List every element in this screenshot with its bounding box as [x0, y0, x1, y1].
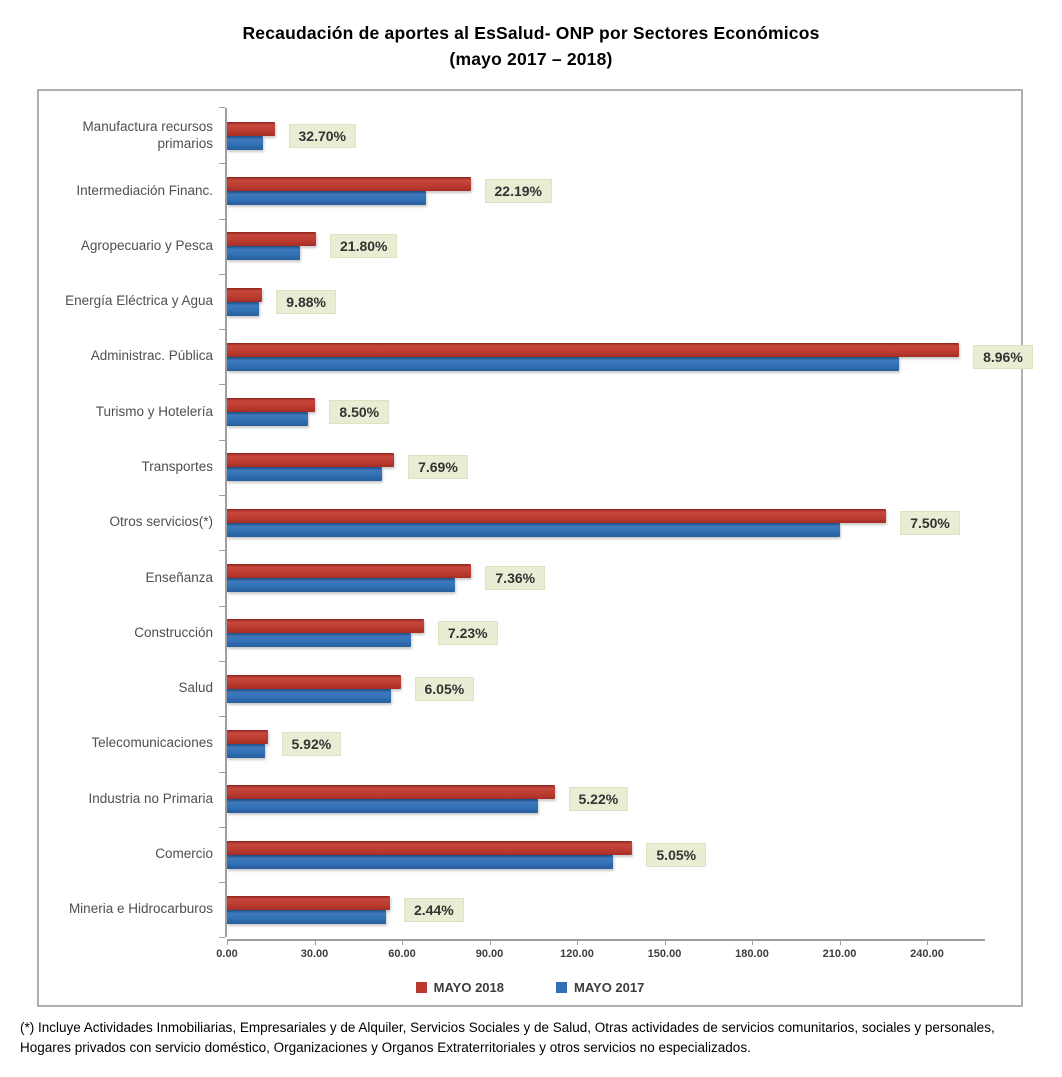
bar-mayo-2017 — [227, 910, 386, 924]
category-row — [39, 716, 1021, 771]
row-plot — [225, 108, 1021, 163]
row-plot — [225, 219, 1021, 274]
x-axis-tick — [315, 941, 316, 945]
row-plot — [225, 329, 1021, 384]
x-axis-tick — [752, 941, 753, 945]
chart-area — [37, 89, 1023, 1007]
bar-mayo-2018 — [227, 122, 275, 136]
percent-label: 7.69% — [408, 455, 468, 479]
category-label: Intermediación Financ. — [76, 182, 213, 198]
category-label: Otros servicios(*) — [109, 514, 213, 530]
bar-mayo-2018 — [227, 785, 555, 799]
x-axis-tick-label: 90.00 — [475, 948, 504, 960]
category-row — [39, 108, 1021, 163]
percent-label: 7.36% — [485, 566, 545, 590]
category-row — [39, 329, 1021, 384]
category-label: Telecomunicaciones — [91, 735, 213, 751]
x-axis-tick-label: 240.00 — [910, 948, 944, 960]
x-axis-tick — [665, 941, 666, 945]
bar-mayo-2017 — [227, 302, 259, 316]
legend-label-mayo-2018: MAYO 2018 — [433, 980, 504, 995]
percent-label: 5.22% — [569, 787, 629, 811]
category-label: Construcción — [134, 624, 213, 640]
bar-mayo-2018 — [227, 619, 424, 633]
percent-label: 6.05% — [415, 677, 475, 701]
row-plot — [225, 606, 1021, 661]
category-row — [39, 219, 1021, 274]
bar-mayo-2018 — [227, 232, 316, 246]
category-label: Salud — [178, 680, 213, 696]
bar-mayo-2017 — [227, 855, 613, 869]
row-plot — [225, 772, 1021, 827]
x-axis-tick — [840, 941, 841, 945]
bar-mayo-2017 — [227, 191, 426, 205]
category-label: Turismo y Hotelería — [95, 403, 213, 419]
category-row — [39, 606, 1021, 661]
x-axis-tick-label: 150.00 — [647, 948, 682, 960]
row-plot — [225, 274, 1021, 329]
row-plot — [225, 163, 1021, 218]
bar-mayo-2018 — [227, 288, 262, 302]
category-label: Agropecuario y Pesca — [80, 237, 213, 253]
percent-label: 5.92% — [282, 732, 342, 756]
x-axis-tick-label: 210.00 — [822, 948, 857, 960]
percent-label: 9.88% — [276, 290, 336, 314]
category-row — [39, 550, 1021, 605]
category-label: Comercio — [155, 846, 213, 862]
category-row — [39, 440, 1021, 495]
bar-mayo-2018 — [227, 177, 471, 191]
category-row — [39, 163, 1021, 218]
bar-mayo-2017 — [227, 523, 840, 537]
chart-title-line2: (mayo 2017 – 2018) — [449, 49, 613, 70]
row-plot — [225, 716, 1021, 771]
bar-mayo-2017 — [227, 467, 382, 481]
bar-mayo-2017 — [227, 246, 300, 260]
x-axis-tick — [490, 941, 491, 945]
bar-mayo-2018 — [227, 564, 471, 578]
x-axis-tick — [227, 941, 228, 945]
percent-label: 22.19% — [485, 179, 552, 203]
bar-mayo-2018 — [227, 343, 959, 357]
row-plot — [225, 495, 1021, 550]
x-axis-tick-label: 60.00 — [388, 948, 416, 960]
x-axis-line — [227, 939, 985, 941]
x-axis-tick-label: 0.00 — [216, 948, 238, 960]
category-label: Industria no Primaria — [88, 790, 213, 806]
bar-mayo-2018 — [227, 398, 315, 412]
x-axis-tick — [577, 941, 578, 945]
legend-item-mayo-2017 — [556, 980, 644, 995]
bar-mayo-2017 — [227, 412, 308, 426]
category-row — [39, 384, 1021, 439]
percent-label: 8.50% — [329, 400, 389, 424]
x-axis-tick-label: 30.00 — [300, 948, 329, 960]
legend-label-mayo-2017: MAYO 2017 — [574, 980, 645, 995]
bar-mayo-2018 — [227, 509, 886, 523]
chart-title-line1: Recaudación de aportes al EsSalud- ONP por Sectores Económicos — [242, 23, 820, 43]
bar-mayo-2018 — [227, 896, 390, 910]
row-plot — [225, 882, 1021, 937]
bar-mayo-2017 — [227, 357, 899, 371]
legend — [39, 980, 1021, 995]
category-label: Mineria e Hidrocarburos — [68, 901, 213, 917]
bar-mayo-2017 — [227, 689, 391, 703]
x-axis-tick — [927, 941, 928, 945]
bar-mayo-2017 — [227, 633, 411, 647]
x-axis-tick-label: 120.00 — [560, 948, 594, 960]
bar-mayo-2018 — [227, 675, 401, 689]
row-plot — [225, 827, 1021, 882]
x-axis-tick — [402, 941, 403, 945]
row-plot — [225, 661, 1021, 716]
percent-label: 8.96% — [973, 345, 1033, 369]
x-axis-tick-label: 180.00 — [735, 948, 769, 960]
category-row — [39, 661, 1021, 716]
bar-mayo-2017 — [227, 799, 538, 813]
category-row — [39, 882, 1021, 937]
category-rows — [39, 108, 1021, 937]
bar-mayo-2017 — [227, 136, 263, 150]
percent-label: 32.70% — [289, 124, 356, 148]
bar-mayo-2018 — [227, 730, 268, 744]
footnote: (*) Incluye Actividades Inmobiliarias, Empresariales y de Alquiler, Servicios Sociales y de Salud, Otras actividades de servicios comunitarios, sociales y personales, Hogares privados con servicio doméstico, Organizaciones y Organos Extraterritoriales y otros servicios no especializados. — [20, 1020, 995, 1056]
chart-title — [0, 20, 1062, 73]
percent-label: 21.80% — [330, 234, 397, 258]
category-label: Energía Eléctrica y Agua — [65, 293, 213, 309]
category-label: Manufactura recursos primarios — [82, 118, 213, 151]
percent-label: 5.05% — [646, 843, 706, 867]
percent-label: 7.23% — [438, 621, 498, 645]
bar-mayo-2018 — [227, 453, 394, 467]
row-plot — [225, 384, 1021, 439]
percent-label: 7.50% — [900, 511, 960, 535]
bar-mayo-2017 — [227, 744, 265, 758]
legend-item-mayo-2018 — [416, 980, 504, 995]
category-label: Administrac. Pública — [90, 348, 213, 364]
category-row — [39, 274, 1021, 329]
category-row — [39, 827, 1021, 882]
category-row — [39, 772, 1021, 827]
category-label: Transportes — [141, 458, 213, 474]
row-plot — [225, 440, 1021, 495]
bar-mayo-2018 — [227, 841, 632, 855]
legend-swatch-mayo-2018-icon — [416, 982, 427, 993]
category-label: Enseñanza — [145, 569, 213, 585]
category-row — [39, 495, 1021, 550]
row-plot — [225, 550, 1021, 605]
legend-swatch-mayo-2017-icon — [556, 982, 567, 993]
bar-mayo-2017 — [227, 578, 455, 592]
percent-label: 2.44% — [404, 898, 464, 922]
